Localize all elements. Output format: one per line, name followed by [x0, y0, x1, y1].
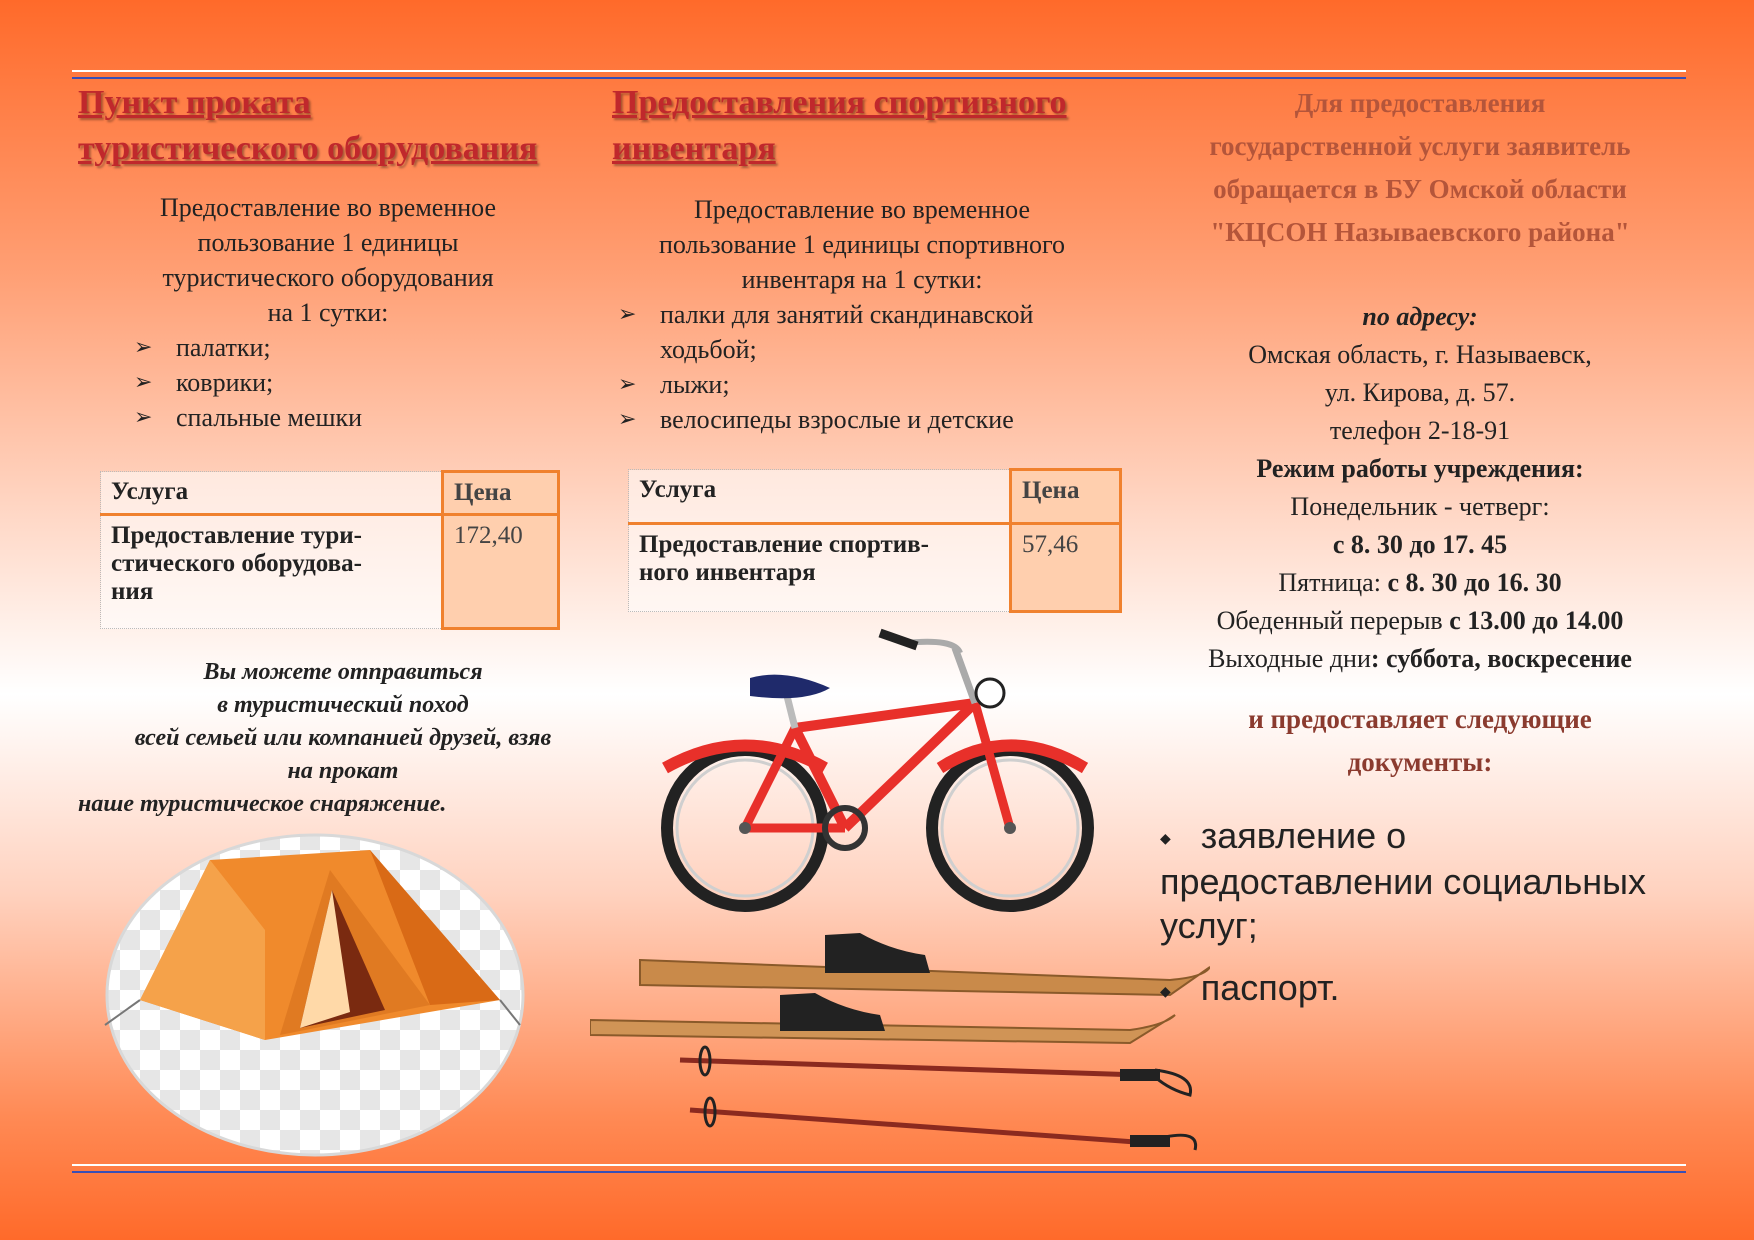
list-item: ➢ велосипеды взрослые и детские [612, 402, 1122, 437]
sport-items-list [612, 297, 1122, 437]
diamond-bullet-icon: ◆ [1160, 982, 1171, 999]
list-item: ➢ палки для занятий скандинавской ходьбой; [612, 297, 1122, 367]
list-item: ➢ коврики; [128, 365, 598, 400]
sport-intro: Предоставление во временное пользование 1 единицы спортивного инвентаря на 1 сутки: [658, 195, 1065, 294]
table-header-price: Цена [1011, 470, 1121, 524]
table-cell-service: Предоставление спортив- ного инвентаря [629, 524, 1011, 612]
top-divider [72, 70, 1686, 79]
tent-illustration [100, 830, 530, 1160]
rental-price-table [100, 470, 560, 630]
list-item: ➢ спальные мешки [128, 400, 598, 435]
bottom-divider [72, 1164, 1686, 1173]
rental-items-list [128, 330, 598, 435]
rental-intro: Предоставление во временное пользование 1 единицы туристического оборудования на 1 сутки: [159, 193, 497, 327]
table-cell-price: 172,40 [443, 515, 559, 629]
info-column [1160, 82, 1680, 1013]
rental-column [78, 80, 598, 435]
documents-list [1160, 814, 1680, 1013]
bicycle-illustration [655, 628, 1105, 918]
list-item: ➢ палатки; [128, 330, 598, 365]
documents-heading: и предоставляет следующие документы: [1248, 704, 1592, 777]
table-cell-service: Предоставление тури- стического оборудова- ния [101, 515, 443, 629]
rental-title: Пункт проката туристического оборудования [78, 84, 538, 167]
list-item: ➢ лыжи; [612, 367, 1122, 402]
sport-title: Предоставления спортивного инвентаря [612, 84, 1067, 167]
schedule-title: Режим работы учреждения: [1256, 454, 1584, 483]
table-header-service: Услуга [101, 472, 443, 515]
list-item: ◆ заявление о предоставлении социальных услуг; [1160, 815, 1646, 947]
table-header-service: Услуга [629, 470, 1011, 524]
ski-poles-illustration [650, 1045, 1210, 1160]
sport-price-table [628, 468, 1122, 613]
table-header-price: Цена [443, 472, 559, 515]
rental-motto: Вы можете отправиться в туристический поход всей семьей или компанией друзей, взяв на прокат наше туристическое снаряжение. [78, 659, 552, 817]
diamond-bullet-icon: ◆ [1160, 830, 1171, 847]
list-item: ◆ паспорт. [1160, 967, 1340, 1009]
sport-column [612, 80, 1132, 437]
table-cell-price: 57,46 [1011, 524, 1121, 612]
address-block: по адресу: Омская область, г. Называевск, ул. Кирова, д. 57. телефон 2-18-91 Режим работы учреждения: Понедельник - четверг: с 8. 30 до 17. 45 Пятница: с 8. 30 до 16. 30 Обеденный перерыв с 13.00 до 14.00 Выходные дни: суббота, воскресение [1160, 298, 1680, 678]
info-heading: Для предоставления государственной услуги заявитель обращается в БУ Омской области "КЦСОН Называевского района" [1209, 88, 1631, 247]
skis-illustration [590, 925, 1210, 1045]
address-label: по адресу: [1362, 302, 1478, 331]
phone: телефон 2-18-91 [1329, 416, 1511, 445]
